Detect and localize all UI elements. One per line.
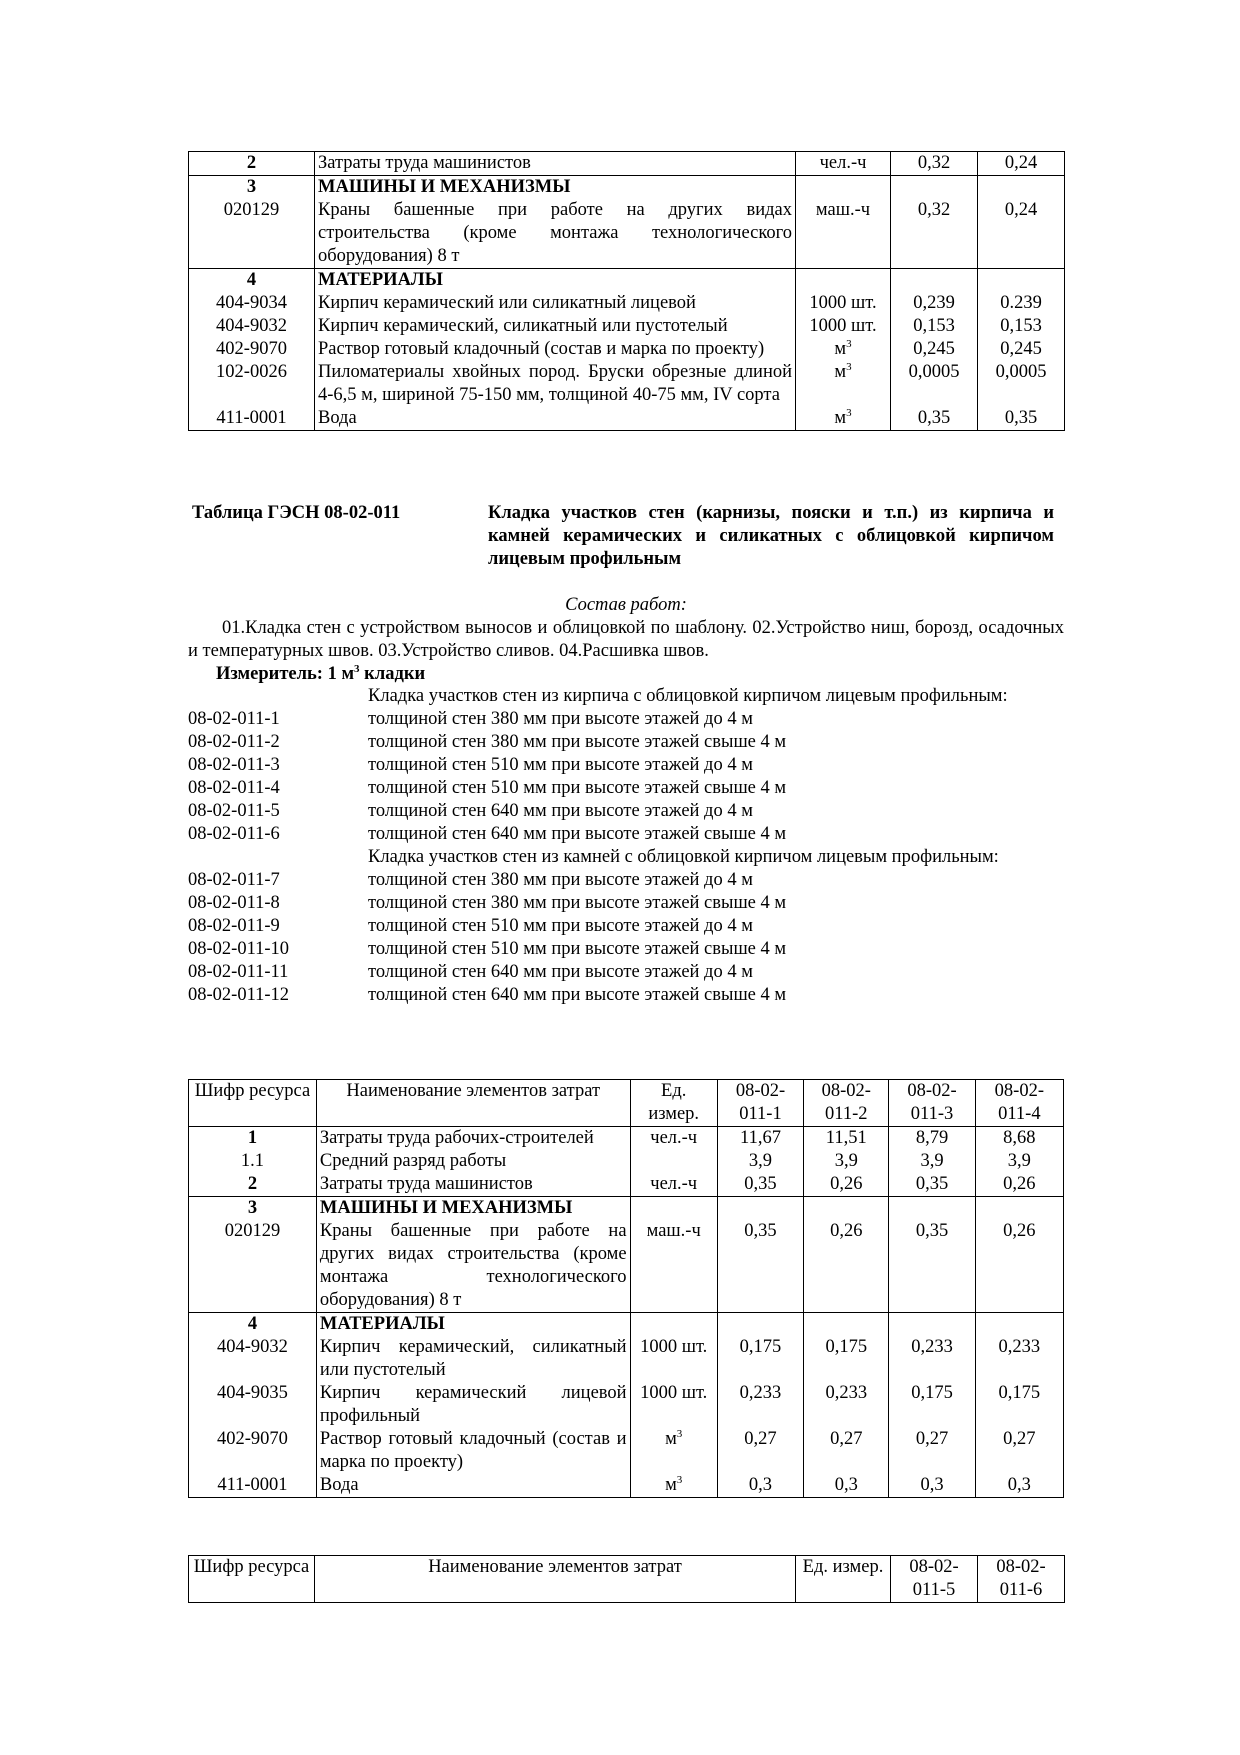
section-heading: МАШИНЫ И МЕХАНИЗМЫ bbox=[315, 176, 796, 200]
resource-value: 0.239 bbox=[978, 292, 1065, 315]
resource-name: Краны башенные при работе на других видах строительства (кроме монтажа технологического оборудования) 8 т bbox=[315, 199, 796, 269]
measure-line: Измеритель: 1 $м^3$ кладки bbox=[216, 662, 426, 684]
header-unit: Ед. измер. bbox=[796, 1556, 891, 1603]
resource-value: 0,35 bbox=[891, 407, 978, 431]
resource-name: Затраты труда машинистов bbox=[315, 152, 796, 176]
resource-unit: 1000 шт. bbox=[796, 315, 891, 338]
table-row bbox=[189, 152, 1065, 176]
table-row bbox=[189, 292, 1065, 315]
resource-value: 0,26 bbox=[804, 1220, 889, 1313]
header-norm: 08-02-011-6 bbox=[978, 1556, 1065, 1603]
resource-table-1-4 bbox=[188, 1079, 1064, 1498]
resource-unit: $м^3$ bbox=[630, 1474, 717, 1498]
resource-value: 0,153 bbox=[978, 315, 1065, 338]
list-group-heading bbox=[188, 685, 1064, 708]
resource-name: Пиломатериалы хвойных пород. Бруски обрезные длиной 4-6,5 м, шириной 75-150 мм, толщиной 40-75 мм, IV сорта bbox=[315, 361, 796, 407]
table-row bbox=[189, 269, 1065, 293]
resource-value: 3,9 bbox=[975, 1150, 1063, 1173]
norm-text: толщиной стен 510 мм при высоте этажей до 4 м bbox=[368, 916, 753, 936]
resource-code: 102-0026 bbox=[189, 361, 315, 407]
resource-value: 8,68 bbox=[975, 1127, 1063, 1151]
list-item bbox=[188, 777, 1064, 800]
group-heading: Кладка участков стен из камней с облицовкой кирпичом лицевым профильным: bbox=[368, 847, 999, 867]
norm-text: толщиной стен 640 мм при высоте этажей свыше 4 м bbox=[368, 985, 787, 1005]
section-heading: МАТЕРИАЛЫ bbox=[316, 1313, 630, 1337]
list-item bbox=[188, 708, 1064, 731]
resource-value: 0,26 bbox=[975, 1220, 1063, 1313]
resource-name: Кирпич керамический, силикатный или пустотелый bbox=[316, 1336, 630, 1382]
resource-value: 0,175 bbox=[889, 1382, 975, 1428]
resource-unit: 1000 шт. bbox=[796, 292, 891, 315]
table-row bbox=[189, 1173, 1064, 1197]
table-row bbox=[189, 315, 1065, 338]
resource-value: 0,3 bbox=[717, 1474, 803, 1498]
norm-code: 08-02-011-3 bbox=[188, 755, 280, 775]
norm-code: 08-02-011-5 bbox=[188, 801, 280, 821]
resource-value: 0,3 bbox=[804, 1474, 889, 1498]
resource-value: 0,239 bbox=[891, 292, 978, 315]
resource-value: 0,27 bbox=[804, 1428, 889, 1474]
resource-value: 0,153 bbox=[891, 315, 978, 338]
table-row bbox=[189, 1474, 1064, 1498]
norm-code: 08-02-011-1 bbox=[188, 709, 280, 729]
resource-unit: маш.-ч bbox=[630, 1220, 717, 1313]
section-code: 3 bbox=[189, 176, 315, 200]
resource-code: 404-9032 bbox=[189, 1336, 317, 1382]
resource-code: 402-9070 bbox=[189, 1428, 317, 1474]
group-heading: Кладка участков стен из кирпича с облицовкой кирпичом лицевым профильным: bbox=[368, 686, 1008, 706]
resource-code: 2 bbox=[189, 152, 315, 176]
resource-value: 0,35 bbox=[889, 1220, 975, 1313]
table-row bbox=[189, 1127, 1064, 1151]
section-code: 3 bbox=[189, 1197, 317, 1221]
table-header bbox=[189, 1556, 1065, 1603]
resource-name: Кирпич керамический лицевой профильный bbox=[316, 1382, 630, 1428]
resource-code: 411-0001 bbox=[189, 1474, 317, 1498]
resource-unit: чел.-ч bbox=[630, 1127, 717, 1151]
resource-value: 0,27 bbox=[975, 1428, 1063, 1474]
resource-value: 0,0005 bbox=[978, 361, 1065, 407]
header-norm: 08-02-011-4 bbox=[975, 1080, 1063, 1127]
resource-value: 0,245 bbox=[891, 338, 978, 361]
composition-heading: Состав работ: bbox=[565, 595, 687, 615]
section-title: Кладка участков стен (карнизы, пояски и т.п.) из кирпича и камней керамических и силикатных с облицовкой кирпичом лицевым профильным bbox=[488, 503, 1054, 569]
table-row bbox=[189, 361, 1065, 407]
resource-code: 402-9070 bbox=[189, 338, 315, 361]
list-item bbox=[188, 823, 1064, 846]
resource-unit: 1000 шт. bbox=[630, 1382, 717, 1428]
resource-value: 0,175 bbox=[717, 1336, 803, 1382]
resource-value: 0,35 bbox=[889, 1173, 975, 1197]
table-row bbox=[189, 1428, 1064, 1474]
resource-code: 404-9032 bbox=[189, 315, 315, 338]
resource-code: 2 bbox=[189, 1173, 317, 1197]
header-name: Наименование элементов затрат bbox=[315, 1556, 796, 1603]
composition-text: 01.Кладка стен с устройством выносов и облицовкой по шаблону. 02.Устройство ниш, борозд, осадочных и температурных швов. 03.Устройство сливов. 04.Расшивка швов. bbox=[188, 618, 1064, 661]
table-row bbox=[189, 1336, 1064, 1382]
norm-code: 08-02-011-2 bbox=[188, 732, 280, 752]
norm-text: толщиной стен 640 мм при высоте этажей свыше 4 м bbox=[368, 824, 787, 844]
resource-name: Средний разряд работы bbox=[316, 1150, 630, 1173]
norm-code: 08-02-011-12 bbox=[188, 985, 290, 1005]
norm-code: 08-02-011-9 bbox=[188, 916, 280, 936]
resource-unit: чел.-ч bbox=[796, 152, 891, 176]
norm-text: толщиной стен 640 мм при высоте этажей до 4 м bbox=[368, 962, 753, 982]
header-code: Шифр ресурса bbox=[189, 1556, 315, 1603]
section-code: 4 bbox=[189, 1313, 317, 1337]
resource-name: Краны башенные при работе на других видах строительства (кроме монтажа технологического оборудования) 8 т bbox=[316, 1220, 630, 1313]
resource-value: 3,9 bbox=[804, 1150, 889, 1173]
resource-value: 0,24 bbox=[978, 199, 1065, 269]
resource-value: 0,26 bbox=[804, 1173, 889, 1197]
resource-value: 0,3 bbox=[889, 1474, 975, 1498]
list-item bbox=[188, 984, 1064, 1007]
resource-code: 404-9034 bbox=[189, 292, 315, 315]
list-item bbox=[188, 938, 1064, 961]
resource-value: 0,175 bbox=[804, 1336, 889, 1382]
list-item bbox=[188, 892, 1064, 915]
resource-value: 0,0005 bbox=[891, 361, 978, 407]
resource-value: 0,35 bbox=[717, 1173, 803, 1197]
norm-text: толщиной стен 640 мм при высоте этажей до 4 м bbox=[368, 801, 753, 821]
norm-text: толщиной стен 510 мм при высоте этажей свыше 4 м bbox=[368, 939, 787, 959]
table-row bbox=[189, 1150, 1064, 1173]
resource-name: Затраты труда рабочих-строителей bbox=[316, 1127, 630, 1151]
table-header bbox=[189, 1080, 1064, 1127]
norm-code: 08-02-011-4 bbox=[188, 778, 280, 798]
table-row bbox=[189, 338, 1065, 361]
header-unit: Ед. измер. bbox=[630, 1080, 717, 1127]
section-heading: МАТЕРИАЛЫ bbox=[315, 269, 796, 293]
resource-value: 0,175 bbox=[975, 1382, 1063, 1428]
resource-value: 0,24 bbox=[978, 152, 1065, 176]
resource-value: 0,32 bbox=[891, 199, 978, 269]
resource-unit: $м^3$ bbox=[796, 407, 891, 431]
list-item bbox=[188, 754, 1064, 777]
list-group-heading bbox=[188, 846, 1064, 869]
resource-value: 0,233 bbox=[889, 1336, 975, 1382]
norm-list bbox=[188, 685, 1064, 1007]
resource-unit: $м^3$ bbox=[796, 338, 891, 361]
resource-name: Кирпич керамический, силикатный или пустотелый bbox=[315, 315, 796, 338]
resource-value: 0,233 bbox=[717, 1382, 803, 1428]
table-row bbox=[189, 176, 1065, 200]
section-code: 4 bbox=[189, 269, 315, 293]
header-name: Наименование элементов затрат bbox=[316, 1080, 630, 1127]
header-norm: 08-02-011-2 bbox=[804, 1080, 889, 1127]
resource-unit: $м^3$ bbox=[630, 1428, 717, 1474]
resource-unit: чел.-ч bbox=[630, 1173, 717, 1197]
table-row bbox=[189, 1220, 1064, 1313]
table-label: Таблица ГЭСН 08-02-011 bbox=[192, 503, 401, 523]
list-item bbox=[188, 961, 1064, 984]
table-row bbox=[189, 407, 1065, 431]
norm-text: толщиной стен 510 мм при высоте этажей до 4 м bbox=[368, 755, 753, 775]
resource-unit: $м^3$ bbox=[796, 361, 891, 407]
resource-value: 8,79 bbox=[889, 1127, 975, 1151]
norm-text: толщиной стен 380 мм при высоте этажей свыше 4 м bbox=[368, 732, 787, 752]
resource-code: 020129 bbox=[189, 199, 315, 269]
header-norm: 08-02-011-3 bbox=[889, 1080, 975, 1127]
table-row bbox=[189, 1313, 1064, 1337]
list-item bbox=[188, 800, 1064, 823]
norm-code: 08-02-011-11 bbox=[188, 962, 289, 982]
norm-code: 08-02-011-6 bbox=[188, 824, 280, 844]
resource-code: 020129 bbox=[189, 1220, 317, 1313]
norm-text: толщиной стен 510 мм при высоте этажей свыше 4 м bbox=[368, 778, 787, 798]
resource-code: 411-0001 bbox=[189, 407, 315, 431]
resource-name: Вода bbox=[316, 1474, 630, 1498]
resource-name: Раствор готовый кладочный (состав и марка по проекту) bbox=[316, 1428, 630, 1474]
resource-value: 3,9 bbox=[717, 1150, 803, 1173]
resource-code: 1 bbox=[189, 1127, 317, 1151]
resource-unit bbox=[630, 1150, 717, 1173]
header-norm: 08-02-011-5 bbox=[891, 1556, 978, 1603]
resource-value: 3,9 bbox=[889, 1150, 975, 1173]
resource-unit: маш.-ч bbox=[796, 199, 891, 269]
resource-name: Кирпич керамический или силикатный лицевой bbox=[315, 292, 796, 315]
resource-value: 0,27 bbox=[717, 1428, 803, 1474]
resource-value: 11,51 bbox=[804, 1127, 889, 1151]
section-heading: МАШИНЫ И МЕХАНИЗМЫ bbox=[316, 1197, 630, 1221]
norm-code: 08-02-011-8 bbox=[188, 893, 280, 913]
norm-code: 08-02-011-10 bbox=[188, 939, 290, 959]
header-code: Шифр ресурса bbox=[189, 1080, 317, 1127]
table-row bbox=[189, 1382, 1064, 1428]
list-item bbox=[188, 869, 1064, 892]
resource-name: Затраты труда машинистов bbox=[316, 1173, 630, 1197]
norm-text: толщиной стен 380 мм при высоте этажей свыше 4 м bbox=[368, 893, 787, 913]
header-norm: 08-02-011-1 bbox=[717, 1080, 803, 1127]
resource-table-5-6 bbox=[188, 1555, 1065, 1603]
norm-text: толщиной стен 380 мм при высоте этажей до 4 м bbox=[368, 870, 753, 890]
table-row bbox=[189, 1197, 1064, 1221]
norm-code: 08-02-011-7 bbox=[188, 870, 280, 890]
resource-table-continued bbox=[188, 151, 1065, 431]
resource-name: Раствор готовый кладочный (состав и марка по проекту) bbox=[315, 338, 796, 361]
resource-value: 0,245 bbox=[978, 338, 1065, 361]
resource-value: 11,67 bbox=[717, 1127, 803, 1151]
resource-code: 1.1 bbox=[189, 1150, 317, 1173]
resource-name: Вода bbox=[315, 407, 796, 431]
resource-unit: 1000 шт. bbox=[630, 1336, 717, 1382]
norm-text: толщиной стен 380 мм при высоте этажей до 4 м bbox=[368, 709, 753, 729]
resource-value: 0,27 bbox=[889, 1428, 975, 1474]
resource-value: 0,26 bbox=[975, 1173, 1063, 1197]
list-item bbox=[188, 915, 1064, 938]
resource-value: 0,3 bbox=[975, 1474, 1063, 1498]
resource-value: 0,35 bbox=[717, 1220, 803, 1313]
list-item bbox=[188, 731, 1064, 754]
table-row bbox=[189, 199, 1065, 269]
resource-value: 0,35 bbox=[978, 407, 1065, 431]
resource-value: 0,32 bbox=[891, 152, 978, 176]
resource-code: 404-9035 bbox=[189, 1382, 317, 1428]
resource-value: 0,233 bbox=[975, 1336, 1063, 1382]
resource-value: 0,233 bbox=[804, 1382, 889, 1428]
